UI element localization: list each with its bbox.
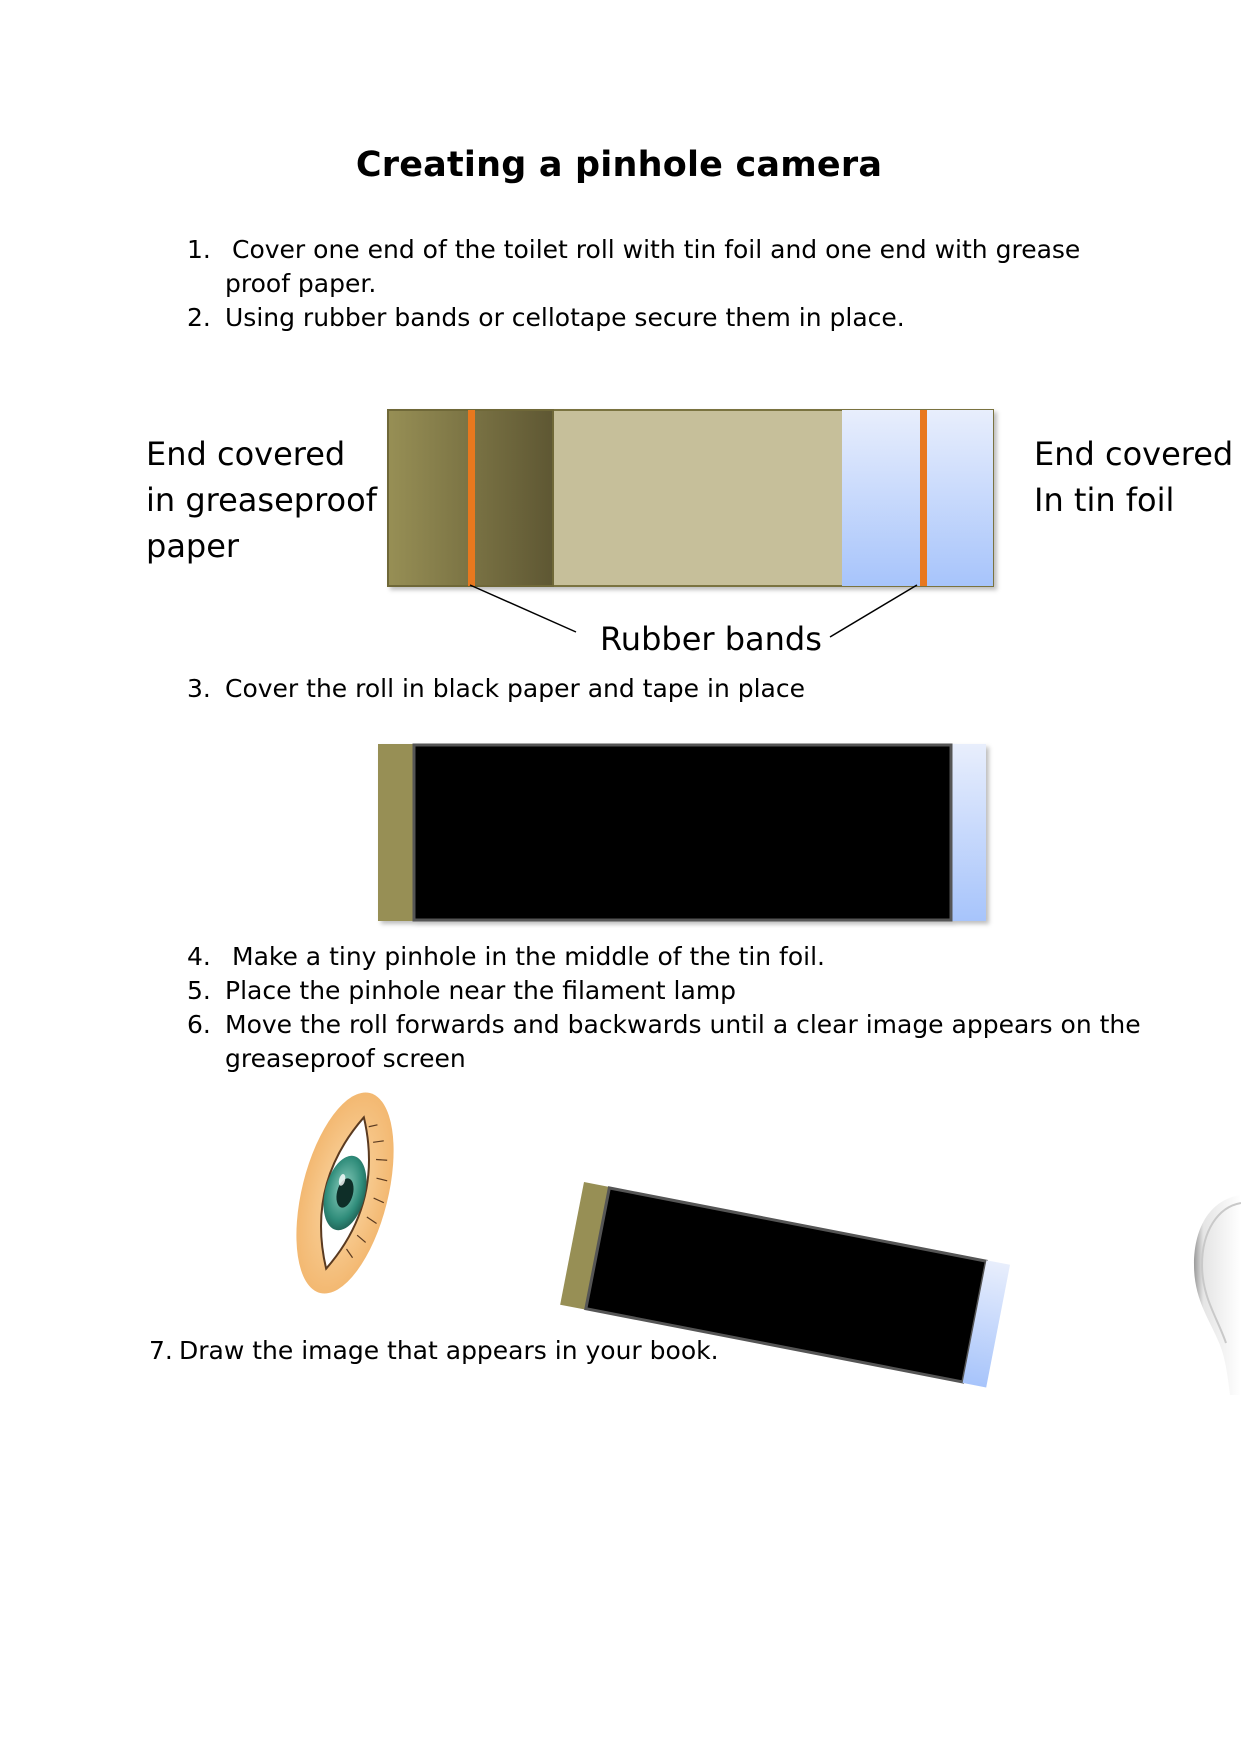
label-rubber-bands: Rubber bands [600,620,822,658]
step-number: 5. [187,976,211,1005]
greaseproof-paper-end [378,744,416,921]
rubber-band-right [920,410,927,586]
step-number: 2. [187,303,211,332]
page-title: Creating a pinhole camera [355,145,883,185]
step-number: 4. [187,942,211,971]
step-text: Make a tiny pinhole in the middle of the tin foil. [232,942,825,971]
label-tin-foil-end: End covered In tin foil [1034,435,1234,519]
rubber-band-left [468,410,475,586]
pointer-line-left [470,585,576,632]
step-6-continued: greaseproof screen [225,1044,466,1073]
light-bulb-icon [1192,1195,1241,1495]
tin-foil-end [842,410,993,586]
step-text: Draw the image that appears in your book. [179,1336,719,1365]
step-text: Using rubber bands or cellotape secure them in place. [225,303,905,332]
covered-roll-diagram [374,740,994,930]
step-number: 3. [187,674,211,703]
label-greaseproof-end: End covered in greaseproof paper [146,435,377,565]
step-text: Cover the roll in black paper and tape in place [225,674,805,703]
eye-icon [290,1075,400,1310]
step-number: 1. [187,235,211,264]
tin-foil-end [950,744,986,921]
roll-diagram [380,400,1020,650]
black-paper [414,745,951,920]
step-text: Cover one end of the toilet roll with tin foil and one end with grease [232,235,1081,264]
step-1-continued: proof paper. [225,269,377,298]
step-number: 7. [149,1336,173,1365]
step-text: Place the pinhole near the filament lamp [225,976,737,1005]
step-number: 6. [187,1010,211,1039]
pointer-line-right [830,585,917,637]
step-text: Move the roll forwards and backwards until a clear image appears on the [225,1010,1141,1039]
